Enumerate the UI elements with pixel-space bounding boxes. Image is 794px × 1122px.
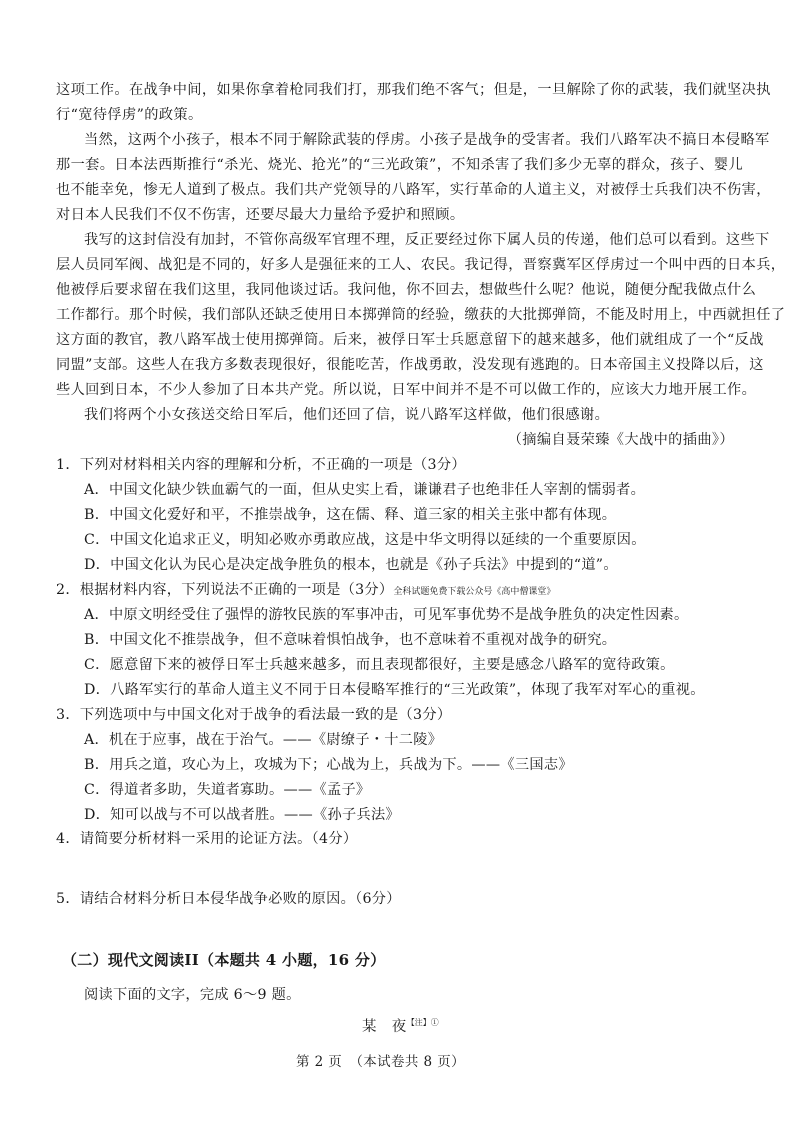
question-1-option-a: A．中国文化缺少铁血霸气的一面，但从史实上看，谦谦君子也绝非任人宰割的懦弱者。 — [84, 482, 646, 498]
passage-line: 同盟”支部。这些人在我方多数表现很好，很能吃苦，作战勇敢，没发现有逃跑的。日本帝国主义投降以后，这 — [56, 357, 764, 373]
passage-line: 也不能幸免，惨无人道到了极点。我们共产党领导的八路军，实行革命的人道主义，对被俘士兵我们决不伤害， — [56, 182, 771, 198]
question-2-line — [56, 580, 555, 602]
page-footer: 第 2 页 （本试卷共 8 页） — [296, 1054, 465, 1070]
question-2-option-a: A．中原文明经受住了强悍的游牧民族的军事冲击，可见军事优势不是战争胜负的决定性因素。 — [84, 607, 689, 623]
passage-line: 当然，这两个小孩子，根本不同于解除武装的俘虏。小孩子是战争的受害者。我们八路军决不搞日本侵略军 — [84, 132, 770, 148]
passage-line: 这项工作。在战争中间，如果你拿着枪同我们打，那我们绝不客气；但是，一旦解除了你的武装，我们就坚决执 — [56, 82, 771, 98]
section-2-instruction: 阅读下面的文字，完成 6～9 题。 — [84, 987, 301, 1003]
passage-line: 我写的这封信没有加封，不管你高级军官理不理，反正要经过你下属人员的传递，他们总可以看到。这些下 — [84, 232, 770, 248]
passage-line: 我们将两个小女孩送交给日军后，他们还回了信，说八路军这样做，他们很感谢。 — [84, 407, 610, 423]
passage-line: 些人回到日本，不少人参加了日本共产党。所以说，日军中间并不是不可以做工作的，应该大力地开展工作。 — [56, 382, 757, 398]
section-2-heading: （二）现代文阅读II（本题共 4 小题，16 分） — [62, 951, 386, 969]
question-3-option-c: C．得道者多助，失道者寡助。——《孟子》 — [84, 782, 371, 798]
question-3-option-d: D．知可以战与不可以战者胜。——《孙子兵法》 — [84, 807, 400, 823]
passage-line: 那一套。日本法西斯推行“杀光、烧光、抢光”的“三光政策”，不知杀害了我们多少无辜的群众，孩子、婴儿 — [56, 157, 744, 173]
passage-line: 他被俘后要求留在我们这里，我同他谈过话。我问他，你不回去，想做些什么呢？他说，随便分配我做点什么 — [56, 282, 757, 298]
question-2-watermark-note: 全科试题免费下载公众号《高中僧课堂》 — [393, 587, 556, 597]
question-3-option-a: A．机在于应事，战在于治气。——《尉缭子・十二陵》 — [84, 732, 443, 748]
passage-line: 工作都行。那个时候，我们部队还缺乏使用日本掷弹筒的经验，缴获的大批掷弹筒，不能及时用上，中西就担任了 — [56, 307, 786, 323]
question-1-option-c: C．中国文化追求正义，明知必败亦勇敢应战，这是中华文明得以延续的一个重要原因。 — [84, 532, 646, 548]
question-2-option-c: C．愿意留下来的被俘日军士兵越来越多，而且表现都很好，主要是感念八路军的宽待政策。 — [84, 657, 675, 673]
question-2-option-d: D．八路军实行的革命人道主义不同于日本侵略军推行的“三光政策”，体现了我军对军心的重视。 — [84, 682, 705, 698]
passage-line: 层人员同军阀、战犯是不同的，好多人是强征来的工人、农民。我记得，晋察冀军区俘虏过一个叫中西的日本兵， — [56, 257, 786, 273]
question-4-stem: 4．请简要分析材料一采用的论证方法。（4分） — [56, 831, 358, 847]
passage-line: 这方面的教官，教八路军战士使用掷弹筒。后来，被俘日军士兵愿意留下的越来越多，他们就组成了一个“反战 — [56, 332, 764, 348]
question-1-option-d: D．中国文化认为民心是决定战争胜负的根本，也就是《孙子兵法》中提到的“道”。 — [84, 557, 618, 573]
question-2-stem: 2．根据材料内容，下列说法不正确的一项是（3分） — [56, 582, 394, 598]
article-title: 某 夜 — [362, 1019, 407, 1035]
question-3-option-b: B．用兵之道，攻心为上，攻城为下；心战为上，兵战为下。——《三国志》 — [84, 757, 573, 773]
question-1-stem: 1．下列对材料相关内容的理解和分析，不正确的一项是（3分） — [56, 457, 466, 473]
passage-line: 行“宽待俘虏”的政策。 — [56, 107, 203, 123]
question-1-option-b: B．中国文化爱好和平，不推崇战争，这在儒、释、道三家的相关主张中都有体现。 — [84, 507, 617, 523]
question-2-option-b: B．中国文化不推崇战争，但不意味着惧怕战争，也不意味着不重视对战争的研究。 — [84, 632, 617, 648]
question-3-stem: 3．下列选项中与中国文化对于战争的看法最一致的是（3分） — [56, 707, 452, 723]
passage-line: 对日本人民我们不仅不伤害，还要尽最大力量给予爱护和照顾。 — [56, 207, 465, 223]
question-5-stem: 5．请结合材料分析日本侵华战争必败的原因。（6分） — [56, 891, 401, 907]
passage-source: （摘编自聂荣臻《大战中的插曲》） — [507, 432, 734, 448]
article-title-line — [362, 1013, 439, 1037]
article-title-footnote-mark: 【注】① — [406, 1018, 439, 1027]
